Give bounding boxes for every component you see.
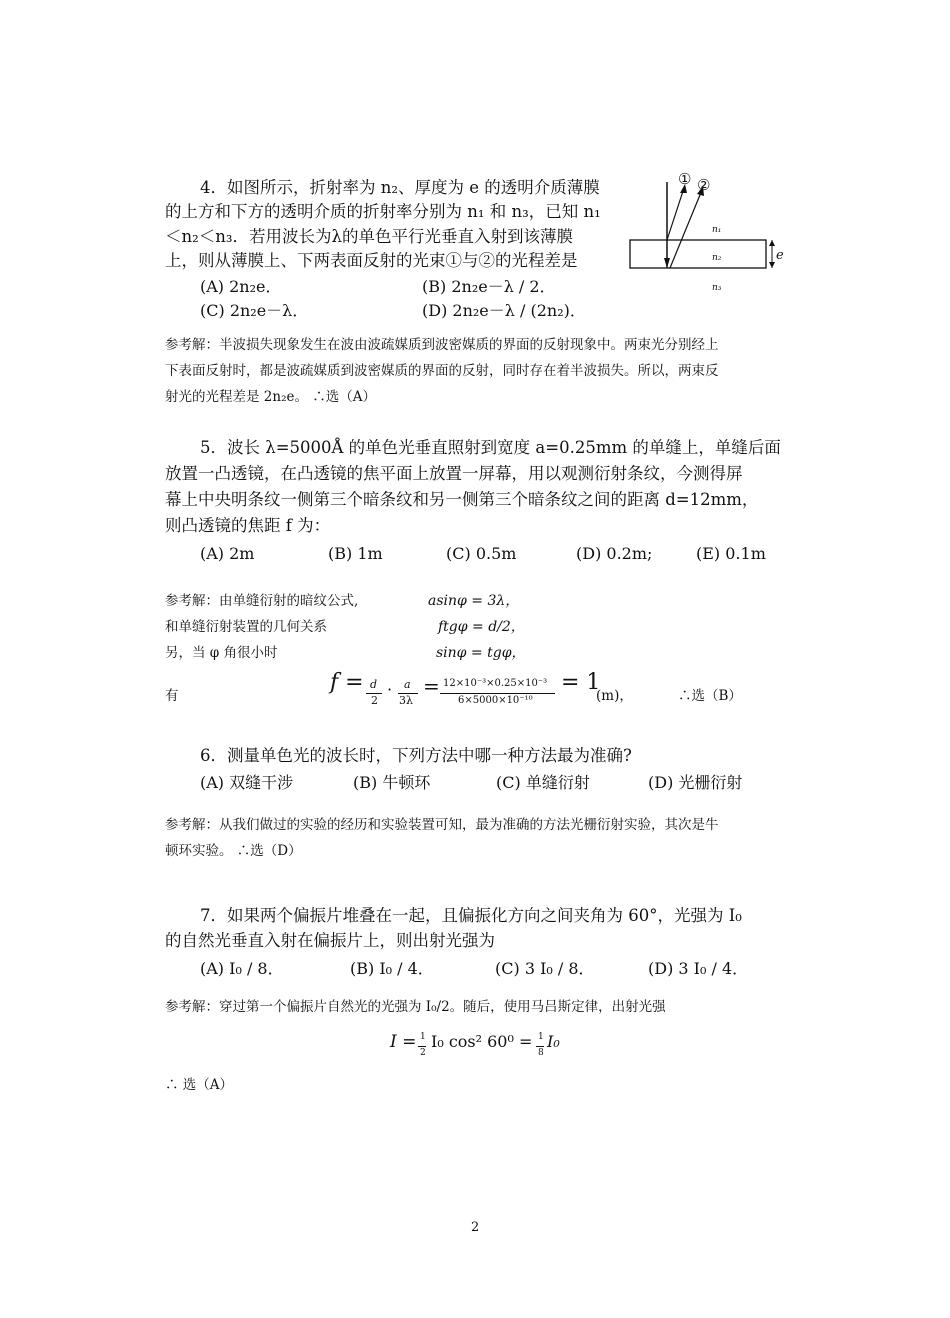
q6-option-d: (D) 光栅衍射 bbox=[648, 773, 743, 792]
q5-you-label: 有 bbox=[165, 688, 179, 704]
q7-line-1: 7．如果两个偏振片堆叠在一起，且偏振化方向之间夹角为 60°，光强为 I₀ bbox=[200, 906, 742, 925]
q6-answer-line-1: 参考解：从我们做过的实验的经历和实验装置可知，最为准确的方法光栅衍射实验，其次是牛 bbox=[165, 817, 719, 833]
q5-answer-label-3: 另，当 φ 角很小时 bbox=[165, 645, 278, 661]
q4-option-d: (D) 2n₂e－λ / (2n₂)． bbox=[422, 301, 586, 320]
malus-lhs: I = bbox=[390, 1032, 417, 1052]
q5-choice: ∴选（B） bbox=[678, 688, 742, 704]
ray-1-label: ① bbox=[678, 170, 692, 188]
q4-option-c: (C) 2n₂e－λ． bbox=[200, 301, 309, 320]
q5-line-2: 放置一凸透镜，在凸透镜的焦平面上放置一屏幕，用以观测衍射条纹，今测得屏 bbox=[165, 464, 743, 483]
q4-line-3: ＜n₂＜n₃．若用波长为λ的单色平行光垂直入射到该薄膜 bbox=[165, 227, 573, 246]
q5-line-4: 则凸透镜的焦距 f 为： bbox=[165, 516, 331, 535]
q6-option-c: (C) 单缝衍射 bbox=[496, 773, 590, 792]
calc-frac2-den: 3λ bbox=[399, 694, 413, 707]
calc-frac1-num: d bbox=[370, 678, 378, 691]
calc-frac3-den: 6×5000×10⁻¹⁰ bbox=[458, 695, 533, 706]
q4-option-a: (A) 2n₂e． bbox=[200, 277, 282, 296]
calc-result: = 1 bbox=[561, 670, 601, 695]
q4-answer-line-1: 参考解：半波损失现象发生在波由波疏媒质到波密媒质的界面的反射现象中。两束光分别经上 bbox=[165, 337, 719, 353]
q4-line-4: 上，则从薄膜上、下两表面反射的光束①与②的光程差是 bbox=[165, 251, 578, 270]
calc-eq: = bbox=[423, 674, 440, 698]
q6-answer-line-2: 顿环实验。 ∴选（D） bbox=[165, 843, 302, 859]
n3-label: n₃ bbox=[712, 283, 722, 293]
q5-formula-2: ftgφ = d/2， bbox=[438, 619, 525, 635]
q4-answer-line-3: 射光的光程差是 2n₂e。 ∴选（A） bbox=[165, 389, 377, 405]
q5-option-b: (B) 1m bbox=[328, 544, 383, 563]
q7-answer-line-1: 参考解：穿过第一个偏振片自然光的光强为 I₀/2。随后，使用马吕斯定律，出射光强 bbox=[165, 999, 666, 1015]
malus-f2-num: 1 bbox=[538, 1032, 544, 1042]
page-number: 2 bbox=[471, 1220, 480, 1235]
q5-answer-label-2: 和单缝衍射装置的几何关系 bbox=[165, 619, 327, 635]
q4-option-b: (B) 2n₂e－λ / 2． bbox=[422, 277, 556, 296]
q5-option-a: (A) 2m bbox=[200, 544, 255, 563]
q5-formula-3: sinφ = tgφ， bbox=[436, 645, 526, 661]
q4-line-2: 的上方和下方的透明介质的折射率分别为 n₁ 和 n₃，已知 n₁ bbox=[165, 202, 601, 221]
q7-choice: ∴ 选（A） bbox=[165, 1077, 234, 1093]
q5-answer-label-1: 参考解：由单缝衍射的暗纹公式, bbox=[165, 593, 359, 609]
q5-option-d: (D) 0.2m; bbox=[576, 544, 653, 563]
n1-label: n₁ bbox=[712, 225, 722, 235]
q5-option-c: (C) 0.5m bbox=[446, 544, 517, 563]
q6-option-a: (A) 双缝干涉 bbox=[200, 773, 294, 792]
calc-frac2-num: a bbox=[404, 678, 411, 691]
malus-rhs: I₀ bbox=[547, 1032, 560, 1051]
malus-f1-num: 1 bbox=[420, 1032, 426, 1042]
ray-2-label: ② bbox=[697, 176, 711, 194]
thickness-label: e bbox=[776, 248, 784, 263]
q7-option-c: (C) 3 I₀ / 8． bbox=[495, 959, 595, 978]
malus-mid: I₀ cos² 60⁰ = bbox=[431, 1032, 533, 1051]
q4-answer-line-2: 下表面反射时，都是波疏媒质到波密媒质的界面的反射，同时存在着半波损失。所以，两束反 bbox=[165, 363, 719, 379]
calc-frac1-den: 2 bbox=[371, 694, 378, 707]
q4-line-1: 4．如图所示，折射率为 n₂、厚度为 e 的透明介质薄膜 bbox=[200, 178, 600, 197]
q5-line-1: 5．波长 λ=5000Å 的单色光垂直照射到宽度 a=0.25mm 的单缝上，单缝后面 bbox=[200, 438, 781, 457]
calc-dot: · bbox=[387, 680, 393, 699]
n2-label: n₂ bbox=[712, 253, 722, 263]
q5-formula-1: asinφ = 3λ， bbox=[428, 593, 520, 609]
q5-option-e: (E) 0.1m bbox=[696, 544, 766, 563]
calc-frac3-num: 12×10⁻³×0.25×10⁻³ bbox=[443, 678, 548, 689]
malus-f2-den: 8 bbox=[538, 1048, 544, 1058]
q6-line-1: 6．测量单色光的波长时，下列方法中哪一种方法最为准确? bbox=[200, 746, 632, 765]
q7-line-2: 的自然光垂直入射在偏振片上，则出射光强为 bbox=[165, 931, 495, 950]
calc-unit: (m)， bbox=[596, 688, 633, 704]
q7-option-d: (D) 3 I₀ / 4． bbox=[648, 959, 749, 978]
q7-option-a: (A) I₀ / 8． bbox=[200, 959, 284, 978]
calc-lhs: f = bbox=[330, 670, 364, 695]
q5-line-3: 幕上中央明条纹一侧第三个暗条纹和另一侧第三个暗条纹之间的距离 d=12mm， bbox=[165, 490, 759, 509]
malus-f1-den: 2 bbox=[420, 1048, 426, 1058]
q7-option-b: (B) I₀ / 4． bbox=[350, 959, 434, 978]
q6-option-b: (B) 牛顿环 bbox=[353, 773, 431, 792]
